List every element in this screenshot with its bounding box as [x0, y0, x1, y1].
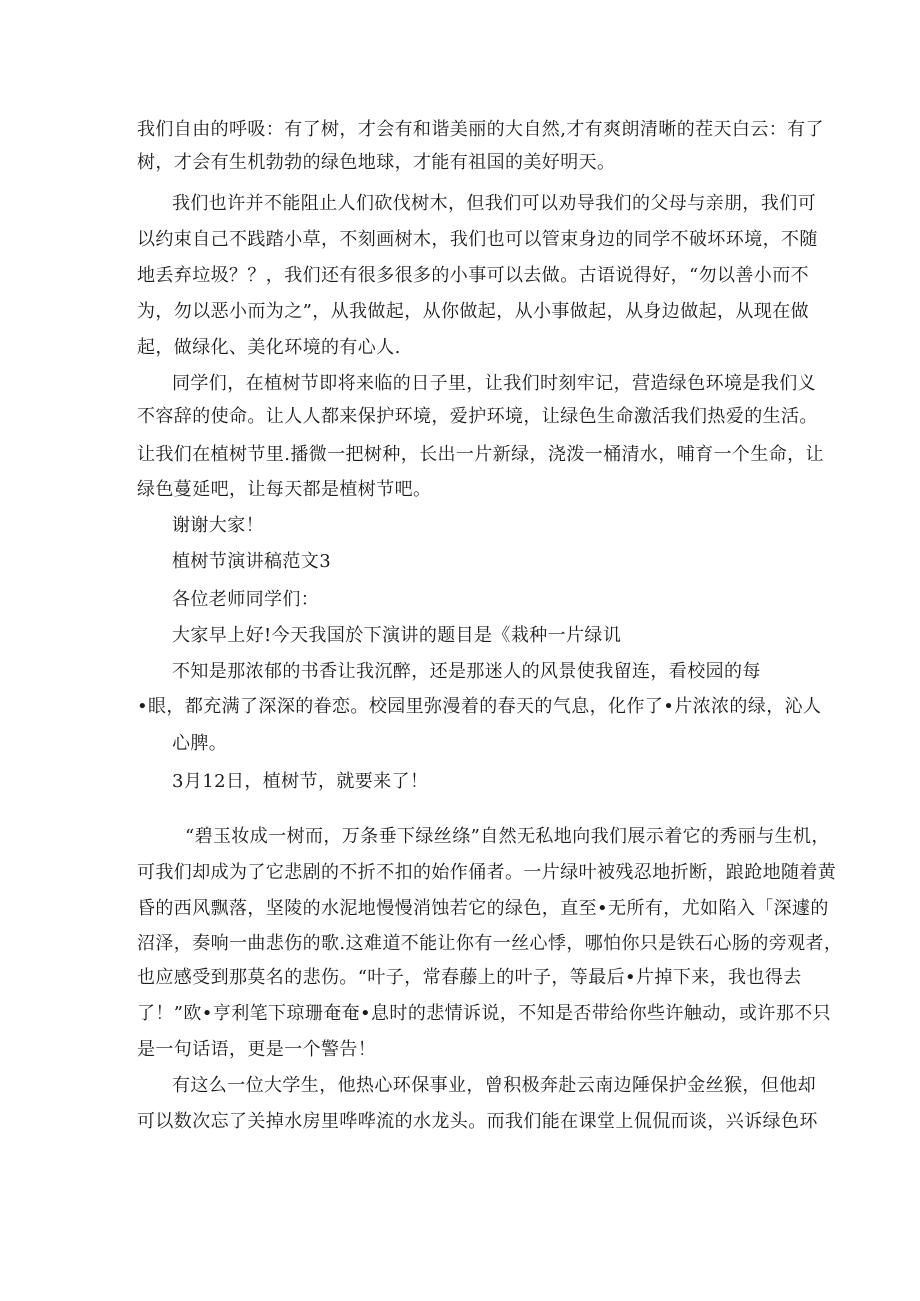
text-line: 有这么一位大学生，他热心环保事业，曾积极奔赴云南边陲保护金丝猴，但他却 — [172, 1075, 816, 1096]
text-line: 可我们却成为了它悲剧的不折不扣的始作俑者。一片绿叶被残忍地折断，踉跄地随着黄 — [137, 862, 837, 883]
text-line: 沼泽，奏响一曲悲伤的歌.这难道不能让你有一丝心悸，哪怕你只是铁石心肠的旁观者， — [137, 933, 843, 954]
text-line: 昏的西风飘落，坚陵的水泥地慢慢消蚀若它的绿色，直至•无所有，尤如陷入「深遽的 — [137, 898, 829, 919]
text-line: 谢谢大家！ — [172, 515, 264, 536]
text-line: 各位老师同学们： — [172, 589, 320, 610]
text-line: 绿色蔓延吧，让每天都是植树节吧。 — [137, 479, 432, 500]
text-line: “碧玉妆成一树而，万条垂下绿丝绦”自然无私地向我们展示着它的秀丽与生机， — [185, 826, 830, 847]
text-line: 树，才会有生机勃勃的绿色地球，才能有祖国的美好明天。 — [137, 152, 616, 173]
text-line: 是一句话语，更是一个警告！ — [137, 1039, 377, 1060]
text-line: 3月12日，植树节，就要来了！ — [172, 771, 429, 792]
text-line: 我们自由的呼吸：有了树，才会有和谐美丽的大自然,才有爽朗清晰的茬天白云：有了 — [137, 119, 824, 140]
text-line: 起，做绿化、美化环境的有心人. — [137, 337, 401, 358]
text-line: 以约束自己不践踏小草，不刻画树木，我们也可以管束身边的同学不破坏环境，不随 — [137, 229, 818, 250]
text-line: 让我们在植树节里.播微一把树种，长出一片新绿，浇泼一桶清水，哺育一个生命，让 — [137, 444, 824, 465]
text-line: 同学们，在植树节即将来临的日子里，让我们时刻牢记，营造绿色环境是我们义 — [172, 373, 816, 394]
text-line: •眼，都充满了深深的眷恋。校园里弥漫着的春天的气息，化作了•片浓浓的绿，沁人 — [137, 696, 822, 717]
text-line: 为，勿以恶小而为之”，从我做起，从你做起，从小事做起，从身边做起，从现在做 — [137, 301, 809, 322]
text-line: 了！”欧•亨利笔下琼珊奄奄•息时的悲情诉说，不知是否带给你些许触动，或许那不只 — [137, 1003, 832, 1024]
text-line: 不知是那浓郁的书香让我沉醉，还是那迷人的风景使我留连，看校园的每 — [172, 661, 761, 682]
text-line: 我们也许并不能阻止人们砍伐树木，但我们可以劝导我们的父母与亲朋，我们可 — [172, 193, 816, 214]
text-line: 大家早上好!今天我国於下演讲的题目是《栽种一片绿讥 — [172, 625, 622, 646]
text-line: 植树节演讲稿范文3 — [172, 551, 332, 572]
text-line: 不容辞的使命。让人人都来保护环境，爱护环境，让绿色生命激活我们热爱的生活。 — [137, 406, 818, 427]
text-line: 地丢弃垃圾？？，我们还有很多很多的小事可以去做。古语说得好，“勿以善小而不 — [137, 265, 809, 286]
text-line: 可以数次忘了关掉水房里哗哗流的水龙头。而我们能在课堂上侃侃而谈，兴诉绿色环 — [137, 1111, 818, 1132]
text-line: 也应感受到那莫名的悲伤。“叶子，常春藤上的叶子，等最后•片掉下来，我也得去 — [137, 967, 802, 988]
text-line: 心脾。 — [172, 733, 228, 754]
